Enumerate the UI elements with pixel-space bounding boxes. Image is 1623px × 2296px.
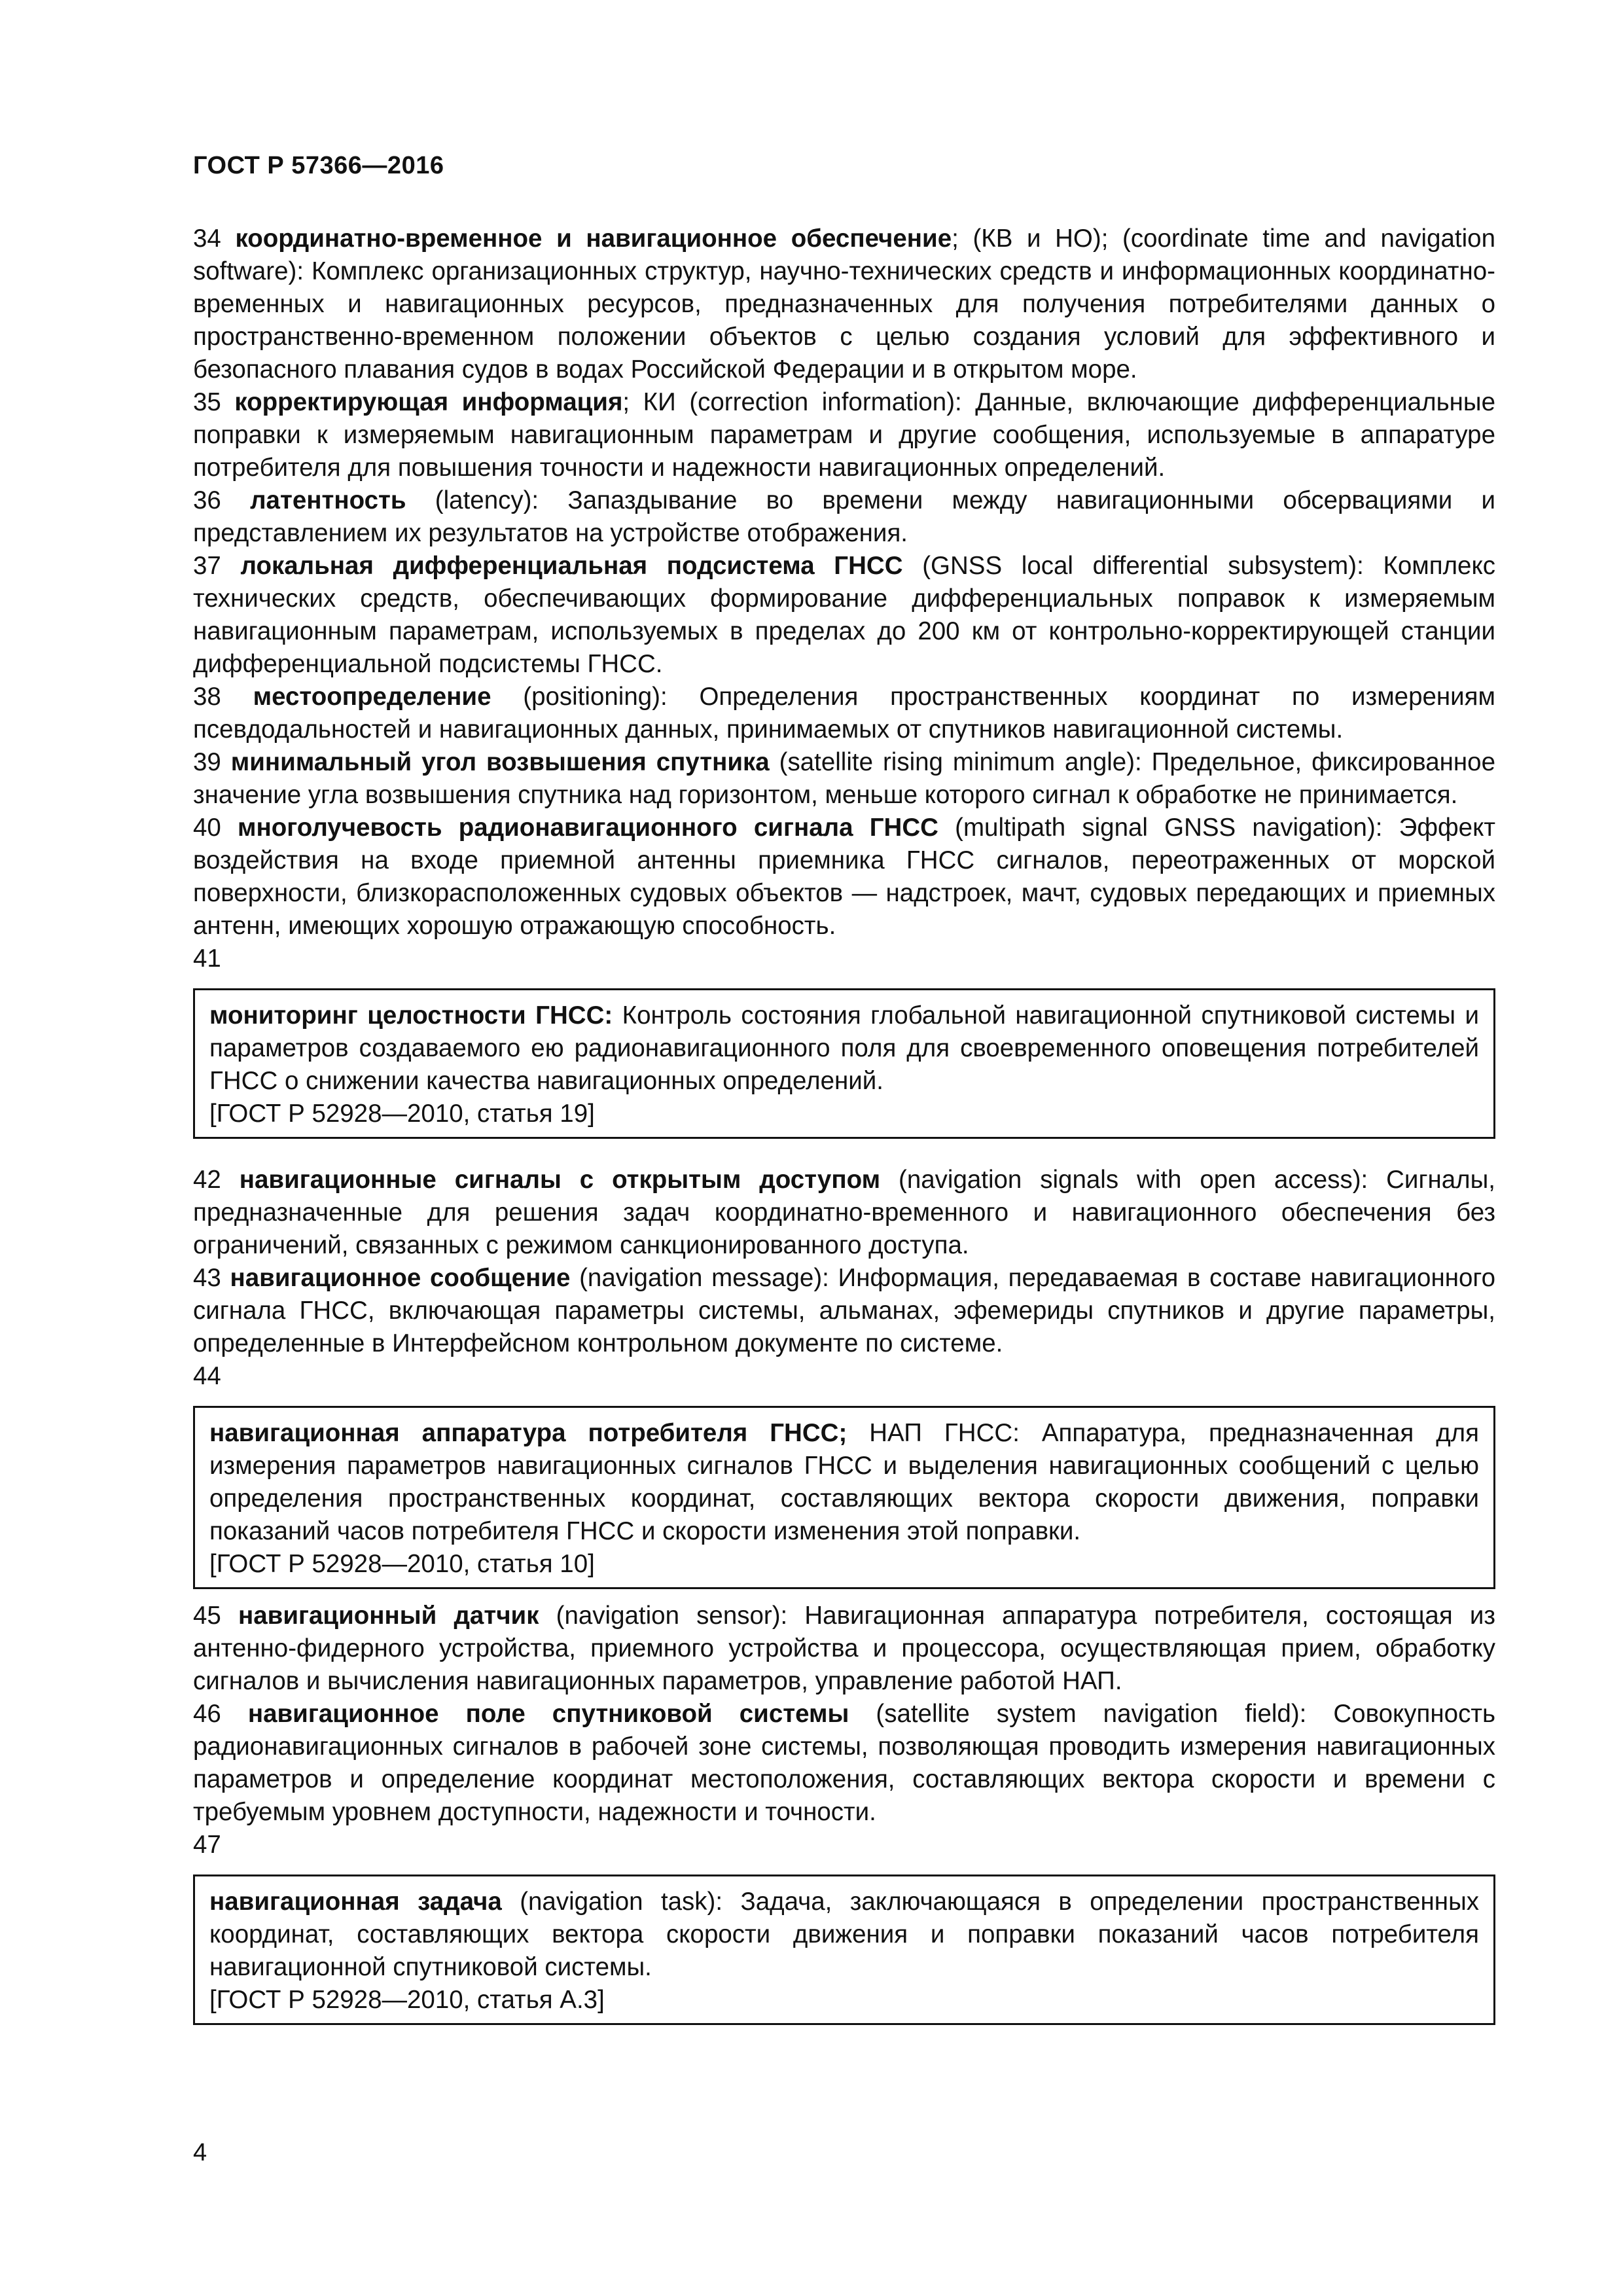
term-entry-40: [193, 812, 1495, 942]
term-definition: (navigation signals with open access): Сигналы, предназначенные для решения задач координатно-временного и навигационного обеспечения без ограничений, связанных с режимом санкционированного доступа.: [193, 1166, 1495, 1259]
source-reference: [ГОСТ Р 52928—2010, статья 19]: [209, 1100, 595, 1128]
term-entry-35: [193, 386, 1495, 484]
term-definition: ; (КВ и НО); (coordinate time and navigation software): Комплекс организационных структур, научно-технических средств и информационных координатно-временных и навигационных ресурсов, предназначенных для получения потребителями данных о пространственно-временном положении объектов с целью создания условий для эффективного и безопасного плавания судов в водах Российской Федерации и в открытом море.: [193, 224, 1495, 384]
document-header: ГОСТ Р 57366—2016: [193, 152, 444, 179]
term-title: многолучевость радионавигационного сигнала ГНСС: [238, 814, 938, 842]
boxed-definition: [209, 1417, 1479, 1548]
entry-number: 40: [193, 814, 221, 842]
source-reference: [ГОСТ Р 52928—2010, статья 10]: [209, 1550, 595, 1578]
term-definition: ; КИ (correction information): Данные, включающие дифференциальные поправки к измеряемым навигационным параметрам и другие сообщения, используемые в аппаратуре потребителя для повышения точности и надежности навигационных определений.: [193, 388, 1495, 482]
quoted-term-box-47: [193, 1874, 1495, 2025]
term-entry-45: [193, 1600, 1495, 1698]
entry-number: 35: [193, 388, 221, 416]
term-entry-38: [193, 681, 1495, 746]
term-entry-42: [193, 1164, 1495, 1262]
term-title: навигационные сигналы с открытым доступом: [239, 1166, 881, 1194]
term-definition: (satellite system navigation field): Совокупность радионавигационных сигналов в рабочей зоне системы, позволяющая проводить измерения навигационных параметров и определение координат местоположения, составляющих вектора скорости и времени с требуемым уровнем доступности, надежности и точности.: [193, 1700, 1496, 1826]
entry-number: 38: [193, 683, 221, 711]
entry-number: 45: [193, 1602, 221, 1630]
term-title: локальная дифференциальная подсистема ГНСС: [240, 552, 903, 580]
boxed-definition: [209, 999, 1479, 1098]
entry-number: 43: [193, 1264, 221, 1292]
entry-number-47: 47: [193, 1831, 221, 1859]
term-title: навигационная задача: [209, 1888, 502, 1916]
term-title: мониторинг целостности ГНСС:: [209, 1001, 613, 1030]
term-definition: (multipath signal GNSS navigation): Эффект воздействия на входе приемной антенны приемника ГНСС сигналов, переотраженных от морской поверхности, близкорасположенных судовых объектов — надстроек, мачт, судовых передающих и приемных антенн, имеющих хорошую отражающую способность.: [193, 814, 1495, 940]
entry-number-41: 41: [193, 944, 221, 973]
entry-number: 37: [193, 552, 221, 580]
term-entry-43: [193, 1262, 1495, 1360]
terms-list: [193, 223, 1495, 2050]
boxed-definition: [209, 1886, 1479, 1984]
entry-number-44: 44: [193, 1362, 221, 1390]
term-definition: НАП ГНСС: Аппаратура, предназначенная для измерения параметров навигационных сигналов ГНСС и выделения навигационных сообщений с целью определения пространственных координат, составляющих вектора скорости движения, поправки показаний часов потребителя ГНСС и скорости изменения этой поправки.: [209, 1419, 1479, 1545]
quoted-term-box-44: [193, 1406, 1495, 1589]
term-title: минимальный угол возвышения спутника: [230, 748, 770, 776]
term-definition: (navigation task): Задача, заключающаяся в определении пространственных координат, составляющих вектора скорости движения и поправки показаний часов потребителя навигационной спутниковой системы.: [209, 1888, 1479, 1981]
term-title: координатно-временное и навигационное обеспечение: [235, 224, 952, 253]
term-definition: (satellite rising minimum angle): Предельное, фиксированное значение угла возвышения спутника над горизонтом, меньше которого сигнал к обработке не принимается.: [193, 748, 1495, 809]
term-definition: Контроль состояния глобальной навигационной спутниковой системы и параметров создаваемого ею радионавигационного поля для своевременного оповещения потребителей ГНСС о снижении качества навигационных определений.: [209, 1001, 1480, 1095]
term-entry-46: [193, 1698, 1495, 1829]
entry-number: 34: [193, 224, 221, 253]
entry-number: 42: [193, 1166, 221, 1194]
source-reference: [ГОСТ Р 52928—2010, статья А.3]: [209, 1986, 605, 2014]
term-entry-34: [193, 223, 1495, 386]
entry-number: 46: [193, 1700, 221, 1728]
term-definition: (navigation message): Информация, передаваемая в составе навигационного сигнала ГНСС, включающая параметры системы, альманах, эфемериды спутников и другие параметры, определенные в Интерфейсном контрольном документе по системе.: [193, 1264, 1495, 1357]
term-entry-37: [193, 550, 1495, 681]
entry-number: 36: [193, 486, 221, 514]
term-title: корректирующая информация: [234, 388, 623, 416]
term-title: навигационный датчик: [238, 1602, 539, 1630]
quoted-term-box-41: [193, 988, 1495, 1139]
term-title: латентность: [250, 486, 406, 514]
term-definition: (navigation sensor): Навигационная аппаратура потребителя, состоящая из антенно-фидерного устройства, приемного устройства и процессора, осуществляющая прием, обработку сигналов и вычисления навигационных параметров, управление работой НАП.: [193, 1602, 1495, 1695]
term-definition: (latency): Запаздывание во времени между навигационными обсервациями и представлением их результатов на устройстве отображения.: [193, 486, 1495, 547]
term-title: местоопределение: [253, 683, 491, 711]
page-number: 4: [193, 2139, 207, 2166]
entry-number: 39: [193, 748, 221, 776]
term-definition: (GNSS local differential subsystem): Комплекс технических средств, обеспечивающих формирование дифференциальных поправок к измеряемым навигационным параметрам, используемых в пределах до 200 км от контрольно-корректирующей станции дифференциальной подсистемы ГНСС.: [193, 552, 1495, 678]
term-definition: (positioning): Определения пространственных координат по измерениям псевдодальностей и навигационных данных, принимаемых от спутников навигационной системы.: [193, 683, 1496, 744]
term-title: навигационное поле спутниковой системы: [247, 1700, 849, 1728]
term-entry-39: [193, 746, 1495, 812]
term-title: навигационная аппаратура потребителя ГНСС;: [209, 1419, 847, 1447]
term-title: навигационное сообщение: [230, 1264, 571, 1292]
term-entry-36: [193, 484, 1495, 550]
